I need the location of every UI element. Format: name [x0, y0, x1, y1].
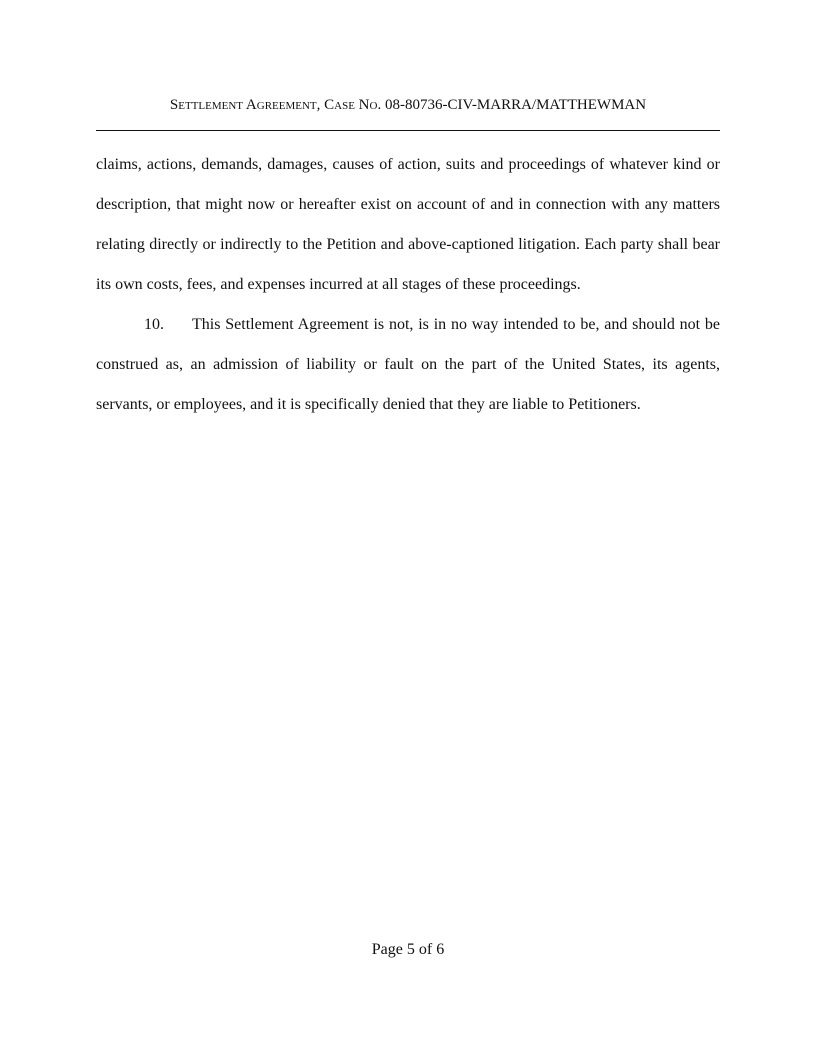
page-number: Page 5 of 6	[371, 941, 445, 958]
header-divider	[96, 130, 720, 131]
paragraph-10	[96, 305, 720, 425]
paragraph-number: 10.	[144, 316, 164, 333]
paragraph-continued	[96, 145, 720, 305]
paragraph-text: claims, actions, demands, damages, causes of action, suits and proceedings of whatever kind or description, that might now or hereafter exist on account of and in connection with any matters relating directly or indirectly to the Petition and above-captioned litigation. Each party shall bear its own costs, fees, and expenses incurred at all stages of these proceedings.	[96, 156, 720, 293]
document-body	[96, 145, 720, 425]
paragraph-text: This Settlement Agreement is not, is in no way intended to be, and should not be construed as, an admission of liability or fault on the part of the United States, its agents, servants, or employees, and it is specifically denied that they are liable to Petitioners.	[96, 316, 720, 413]
running-header: Settlement Agreement, Case No. 08-80736-CIV-MARRA/MATTHEWMAN	[169, 97, 647, 113]
